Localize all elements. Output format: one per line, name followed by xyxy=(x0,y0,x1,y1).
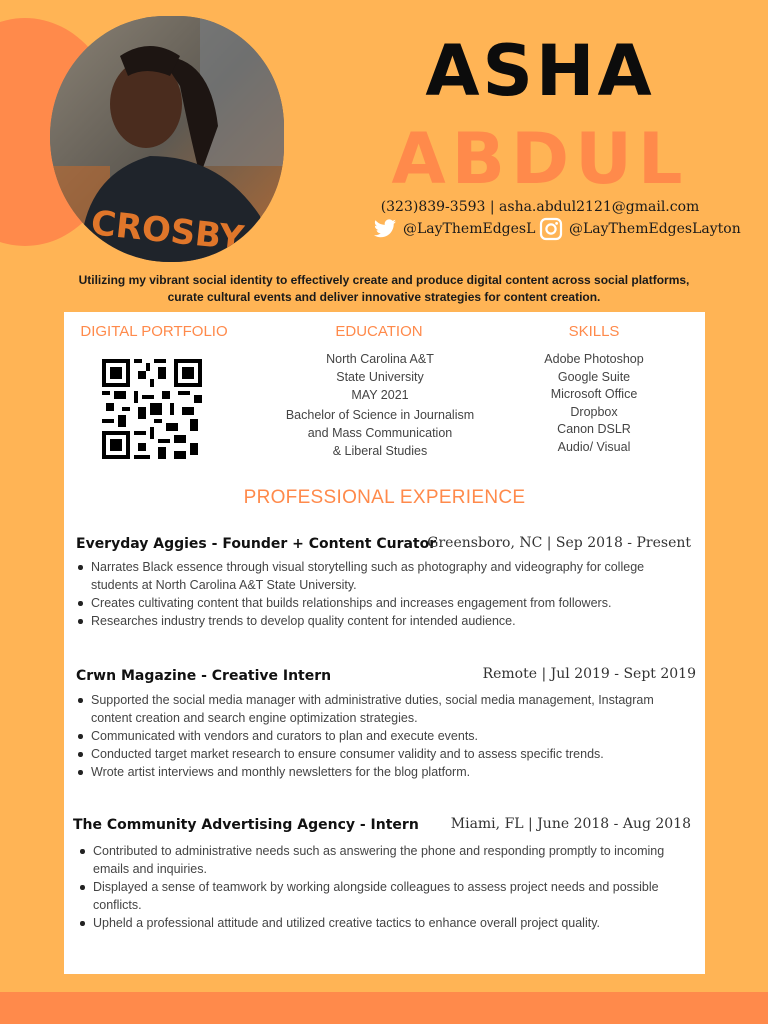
job-bullets xyxy=(78,842,673,932)
job-bullets xyxy=(76,558,676,630)
contact-line: (323)839-3593 | asha.abdul2121@gmail.com xyxy=(380,199,700,215)
job-bullets xyxy=(76,691,676,781)
qr-code[interactable] xyxy=(102,357,202,461)
instagram-handle-text: @LayThemEdgesLayton xyxy=(569,221,741,237)
twitter-handle[interactable] xyxy=(373,217,535,241)
resume-card xyxy=(64,312,705,974)
twitter-handle-text: @LayThemEdgesL xyxy=(403,221,536,237)
experience-heading: PROFESSIONAL EXPERIENCE xyxy=(243,487,526,508)
school-line: North Carolina A&T xyxy=(326,352,434,366)
skill-item: Adobe Photoshop xyxy=(544,352,644,366)
skill-item: Audio/ Visual xyxy=(557,439,631,454)
bullet-item: Displayed a sense of teamwork by working alongside colleagues to assess project needs and possible conflicts. xyxy=(78,878,673,914)
last-name: ABDUL xyxy=(391,118,689,200)
skill-item: Dropbox xyxy=(570,404,618,419)
bullet-item: Creates cultivating content that builds relationships and increases engagement from followers. xyxy=(76,594,676,612)
job-title: The Community Advertising Agency - Intern xyxy=(73,817,419,833)
bullet-item: Wrote artist interviews and monthly newsletters for the blog platform. xyxy=(76,763,676,781)
degree-line: & Liberal Studies xyxy=(332,443,428,458)
school-line: State University xyxy=(336,369,424,384)
bullet-item: Contributed to administrative needs such as answering the phone and responding promptly to incoming emails and inquiries. xyxy=(78,842,673,878)
skills-list xyxy=(514,351,674,456)
skill-item: Microsoft Office xyxy=(550,387,638,401)
first-name: ASHA xyxy=(425,30,655,112)
skill-item: Google Suite xyxy=(557,369,631,384)
bullet-item: Narrates Black essence through visual storytelling such as photography and videography for college students at North Carolina A&T State University. xyxy=(76,558,676,594)
job-title: Everyday Aggies - Founder + Content Curator xyxy=(76,536,437,552)
portfolio-heading: DIGITAL PORTFOLIO xyxy=(80,323,228,340)
bullet-item: Conducted target market research to ensure consumer validity and to assess specific trends. xyxy=(76,745,676,763)
job-title: Crwn Magazine - Creative Intern xyxy=(76,668,332,684)
skill-item: Canon DSLR xyxy=(557,422,631,436)
summary-statement: Utilizing my vibrant social identity to effectively create and produce digital content across social platforms, curate cultural events and deliver innovative strategies for content creation. xyxy=(78,273,690,305)
job-meta: Miami, FL | June 2018 - Aug 2018 xyxy=(450,816,691,832)
instagram-handle[interactable] xyxy=(539,217,741,241)
education-school xyxy=(264,351,496,404)
job-meta: Greensboro, NC | Sep 2018 - Present xyxy=(427,535,691,551)
svg-text:CROSBY: CROSBY xyxy=(89,203,246,259)
bullet-item: Supported the social media manager with administrative duties, social media management, Instagram content creation and search engine optimization strategies. xyxy=(76,691,676,727)
degree-line: and Mass Communication xyxy=(307,425,453,440)
instagram-icon xyxy=(539,217,563,241)
job-meta: Remote | Jul 2019 - Sept 2019 xyxy=(482,666,696,682)
bullet-item: Upheld a professional attitude and utilized creative tactics to enhance overall project quality. xyxy=(78,914,673,932)
bullet-item: Researches industry trends to develop quality content for intended audience. xyxy=(76,612,676,630)
degree-line: Bachelor of Science in Journalism xyxy=(285,408,475,422)
profile-photo xyxy=(50,16,284,262)
twitter-icon xyxy=(373,219,397,239)
bullet-item: Communicated with vendors and curators to plan and execute events. xyxy=(76,727,676,745)
footer-band xyxy=(0,992,768,1024)
graduation-date: MAY 2021 xyxy=(351,387,409,402)
skills-heading: SKILLS xyxy=(568,323,620,340)
education-heading: EDUCATION xyxy=(335,323,423,340)
education-degree xyxy=(264,407,496,460)
